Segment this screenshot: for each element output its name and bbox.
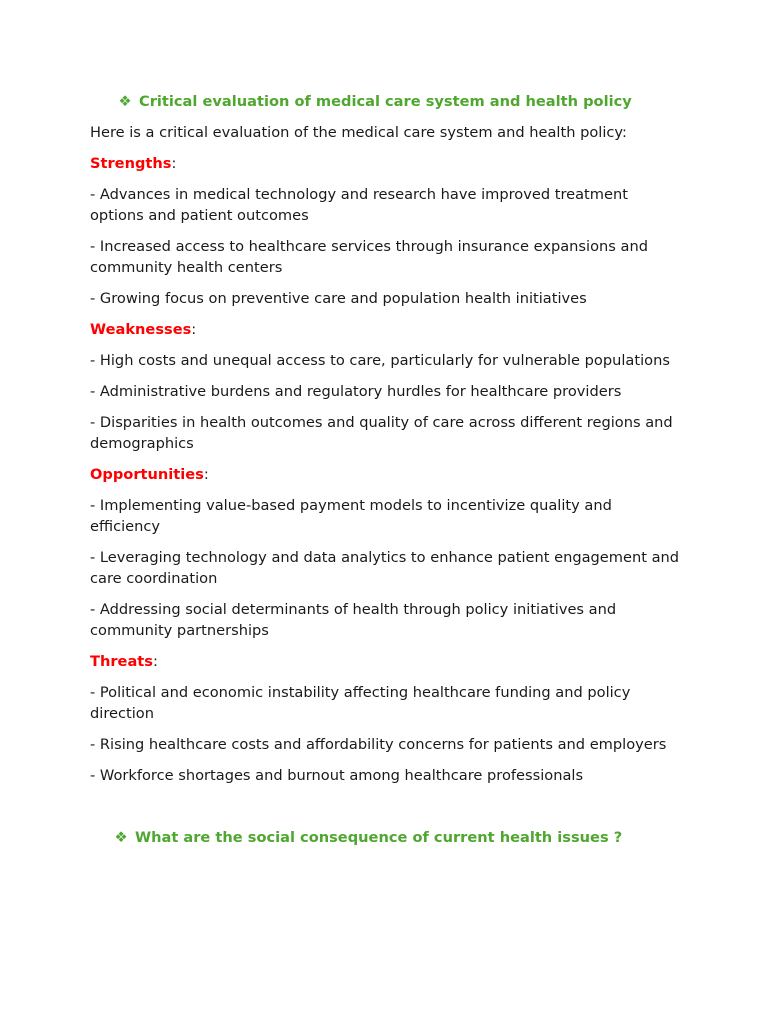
list-item: - Leveraging technology and data analytics to enhance patient engagement and care coordination — [90, 549, 680, 587]
list-item: - Rising healthcare costs and affordability concerns for patients and employers — [90, 736, 667, 753]
section-colon: : — [203, 466, 209, 483]
section-label: Strengths — [90, 155, 172, 172]
list-item: - Advances in medical technology and research have improved treatment options and patient outcomes — [90, 186, 628, 224]
list-item: - High costs and unequal access to care, particularly for vulnerable populations — [90, 352, 670, 369]
list-item: - Administrative burdens and regulatory hurdles for healthcare providers — [90, 383, 622, 400]
list-item: - Disparities in health outcomes and quality of care across different regions and demographics — [90, 414, 673, 452]
heading-social-consequence — [112, 827, 680, 848]
list-item: - Workforce shortages and burnout among healthcare professionals — [90, 767, 584, 784]
document-content — [90, 91, 680, 848]
diamond-bullet-icon: ❖ — [114, 829, 128, 846]
list-item: - Political and economic instability affecting healthcare funding and policy direction — [90, 684, 631, 722]
list-item: - Increased access to healthcare services through insurance expansions and community health centers — [90, 238, 648, 276]
intro-paragraph: Here is a critical evaluation of the medical care system and health policy: — [90, 124, 627, 141]
section-colon: : — [191, 321, 197, 338]
section-colon: : — [152, 653, 158, 670]
spacer — [90, 796, 680, 827]
section-label: Weaknesses — [90, 321, 192, 338]
section-title-opportunities — [90, 464, 680, 485]
section-label: Threats — [90, 653, 153, 670]
list-item: - Growing focus on preventive care and population health initiatives — [90, 290, 587, 307]
section-colon: : — [171, 155, 177, 172]
list-item: - Addressing social determinants of health through policy initiatives and community partnerships — [90, 601, 617, 639]
diamond-bullet-icon: ❖ — [118, 93, 132, 110]
section-title-strengths — [90, 153, 680, 174]
section-title-threats — [90, 651, 680, 672]
section-label: Opportunities — [90, 466, 204, 483]
section-title-weaknesses — [90, 319, 680, 340]
heading-critical-evaluation — [116, 91, 680, 112]
heading-text: Critical evaluation of medical care system and health policy — [139, 93, 632, 110]
list-item: - Implementing value-based payment models to incentivize quality and efficiency — [90, 497, 612, 535]
heading-text: What are the social consequence of current health issues ? — [135, 829, 623, 846]
